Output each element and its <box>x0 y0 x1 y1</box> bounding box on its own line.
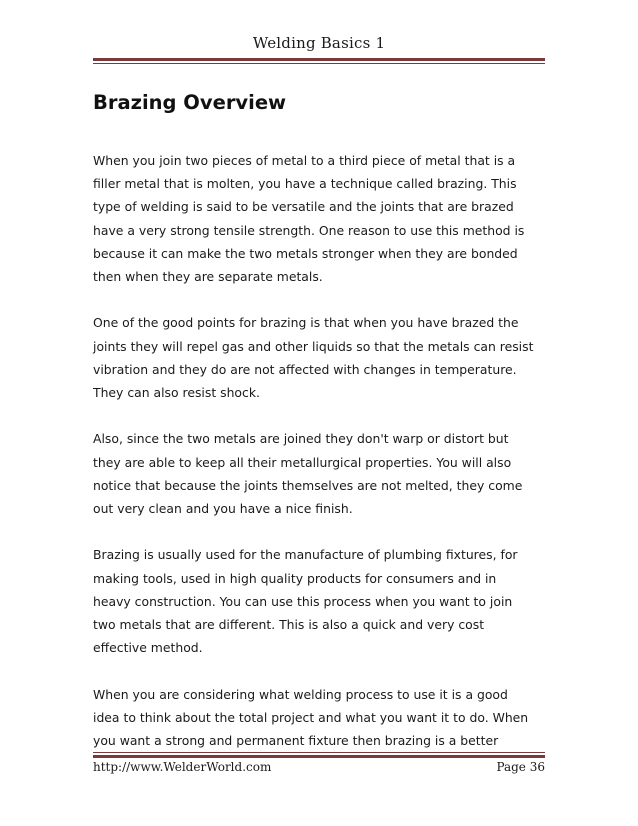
text-line: effective method. <box>93 640 203 656</box>
paragraph-4 <box>93 543 553 659</box>
page-number: Page 36 <box>496 760 545 774</box>
text-line: They can also resist shock. <box>93 385 260 401</box>
text-line: When you join two pieces of metal to a third piece of metal that is a <box>93 153 516 168</box>
text-line: have a very strong tensile strength. One reason to use this method is <box>93 222 525 238</box>
article-body <box>93 149 553 775</box>
page-title: Brazing Overview <box>93 91 287 114</box>
text-line: because it can make the two metals stronger when they are bonded <box>93 245 518 261</box>
footer-rule <box>93 755 545 758</box>
text-line: type of welding is said to be versatile and the joints that are brazed <box>93 199 514 215</box>
footer-url: http://www.WelderWorld.com <box>93 760 272 774</box>
paragraph-5 <box>93 683 553 753</box>
text-line: making tools, used in high quality products for consumers and in <box>93 570 497 586</box>
text-line: When you are considering what welding process to use it is a good <box>93 686 508 702</box>
text-line: heavy construction. You can use this process when you want to join <box>93 593 513 609</box>
text-line: you want a strong and permanent fixture then brazing is a better <box>93 733 499 749</box>
page-header-title: Welding Basics 1 <box>252 34 386 52</box>
text-line: notice that because the joints themselves are not melted, they come <box>93 477 523 493</box>
text-line: filler metal that is molten, you have a technique called brazing. This <box>93 176 517 192</box>
text-line: they are able to keep all their metallurgical properties. You will also <box>93 454 512 470</box>
paragraph-2 <box>93 311 553 404</box>
header-rule <box>93 58 545 61</box>
text-line: vibration and they do are not affected with changes in temperature. <box>93 361 517 377</box>
paragraph-1 <box>93 149 553 288</box>
text-line: out very clean and you have a nice finish. <box>93 501 353 517</box>
text-line: One of the good points for brazing is that when you have brazed the <box>93 315 519 331</box>
text-line: idea to think about the total project and what you want it to do. When <box>93 709 529 725</box>
text-line: two metals that are different. This is also a quick and very cost <box>93 617 485 633</box>
text-line: then when they are separate metals. <box>93 269 323 285</box>
header-rule-thin <box>93 63 545 64</box>
text-line: Brazing is usually used for the manufacture of plumbing fixtures, for <box>93 547 518 563</box>
footer-rule-thin <box>93 752 545 753</box>
text-line: Also, since the two metals are joined they don't warp or distort but <box>93 431 509 447</box>
paragraph-3 <box>93 427 553 520</box>
text-line: joints they will repel gas and other liquids so that the metals can resist <box>93 338 534 354</box>
